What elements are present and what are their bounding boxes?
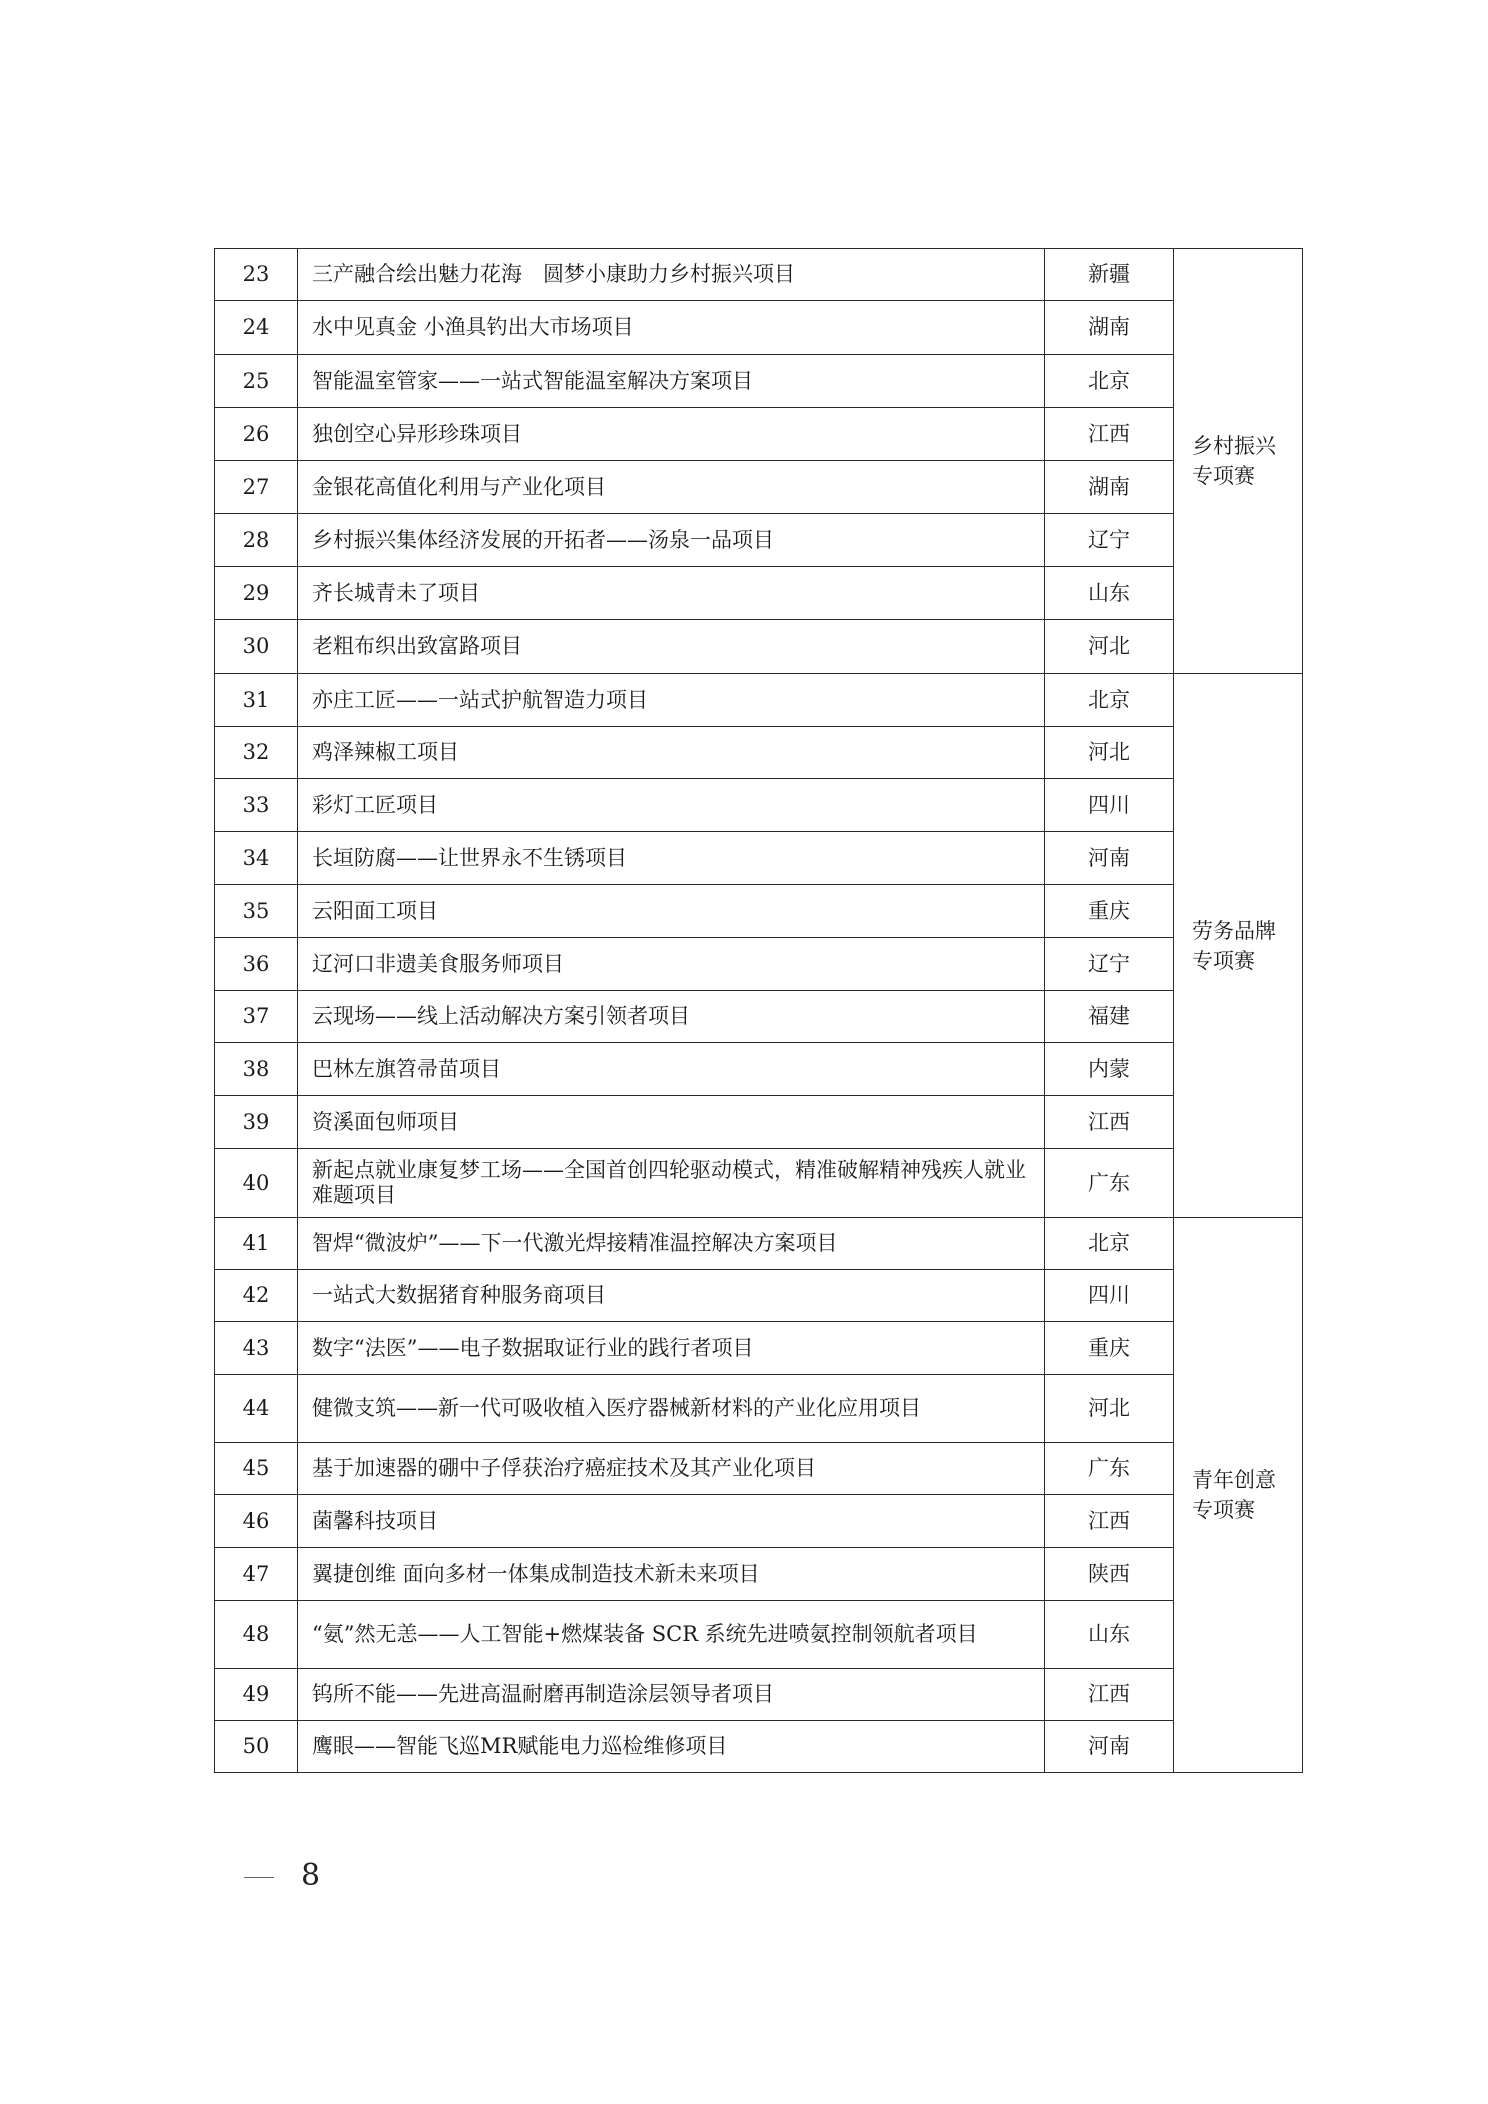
row-number: 24 [215, 301, 298, 355]
row-number: 37 [215, 991, 298, 1043]
row-number: 32 [215, 727, 298, 779]
project-name: 长垣防腐——让世界永不生锈项目 [298, 832, 1045, 885]
row-number: 49 [215, 1669, 298, 1721]
table-row [215, 567, 1303, 620]
table-row [215, 991, 1303, 1043]
table-row [215, 408, 1303, 461]
project-name: 水中见真金 小渔具钓出大市场项目 [298, 301, 1045, 355]
table-row [215, 832, 1303, 885]
footer-dash [244, 1877, 274, 1878]
province: 新疆 [1045, 249, 1174, 301]
row-number: 41 [215, 1218, 298, 1270]
province: 河北 [1045, 727, 1174, 779]
category-cell [1174, 249, 1303, 674]
table-row [215, 674, 1303, 727]
table-row [215, 779, 1303, 832]
project-name: “氨”然无恙——人工智能+燃煤装备 SCR 系统先进喷氨控制领航者项目 [298, 1601, 1045, 1669]
table-row [215, 885, 1303, 938]
category-line-1: 青年创意 [1192, 1468, 1276, 1492]
project-name: 新起点就业康复梦工场——全国首创四轮驱动模式，精准破解精神残疾人就业难题项目 [298, 1149, 1045, 1218]
row-number: 38 [215, 1043, 298, 1096]
project-name: 基于加速器的硼中子俘获治疗癌症技术及其产业化项目 [298, 1443, 1045, 1495]
table-row [215, 620, 1303, 674]
table-row [215, 514, 1303, 567]
table-row [215, 938, 1303, 991]
province: 江西 [1045, 408, 1174, 461]
province: 江西 [1045, 1096, 1174, 1149]
province: 湖南 [1045, 461, 1174, 514]
province: 河北 [1045, 1375, 1174, 1443]
province: 福建 [1045, 991, 1174, 1043]
table-row [215, 1721, 1303, 1773]
project-name: 三产融合绘出魅力花海 圆梦小康助力乡村振兴项目 [298, 249, 1045, 301]
category-line-1: 劳务品牌 [1192, 918, 1276, 943]
row-number: 50 [215, 1721, 298, 1773]
province: 辽宁 [1045, 514, 1174, 567]
table-row [215, 1443, 1303, 1495]
category-line-2: 专项赛 [1192, 464, 1255, 488]
table-row [215, 1096, 1303, 1149]
row-number: 27 [215, 461, 298, 514]
table-row [215, 461, 1303, 514]
project-name: 智能温室管家——一站式智能温室解决方案项目 [298, 355, 1045, 408]
project-name: 智焊“微波炉”——下一代激光焊接精准温控解决方案项目 [298, 1218, 1045, 1270]
row-number: 25 [215, 355, 298, 408]
row-number: 29 [215, 567, 298, 620]
project-name: 钨所不能——先进高温耐磨再制造涂层领导者项目 [298, 1669, 1045, 1721]
province: 山东 [1045, 567, 1174, 620]
project-name: 金银花高值化利用与产业化项目 [298, 461, 1045, 514]
row-number: 46 [215, 1495, 298, 1548]
row-number: 42 [215, 1270, 298, 1322]
row-number: 47 [215, 1548, 298, 1601]
row-number: 43 [215, 1322, 298, 1375]
table-row [215, 727, 1303, 779]
project-name: 鸡泽辣椒工项目 [298, 727, 1045, 779]
project-name: 辽河口非遗美食服务师项目 [298, 938, 1045, 991]
page-number: 8 [301, 1858, 321, 1893]
project-name: 彩灯工匠项目 [298, 779, 1045, 832]
province: 河南 [1045, 1721, 1174, 1773]
table-body [215, 249, 1303, 1773]
row-number: 30 [215, 620, 298, 674]
table-row [215, 1548, 1303, 1601]
province: 辽宁 [1045, 938, 1174, 991]
project-name: 资溪面包师项目 [298, 1096, 1045, 1149]
province: 北京 [1045, 674, 1174, 727]
project-name: 数字“法医”——电子数据取证行业的践行者项目 [298, 1322, 1045, 1375]
row-number: 31 [215, 674, 298, 727]
province: 重庆 [1045, 1322, 1174, 1375]
row-number: 34 [215, 832, 298, 885]
project-name: 翼捷创维 面向多材一体集成制造技术新未来项目 [298, 1548, 1045, 1601]
project-list-table [214, 248, 1303, 1773]
row-number: 35 [215, 885, 298, 938]
table-row [215, 1218, 1303, 1270]
table-row [215, 249, 1303, 301]
project-name: 云阳面工项目 [298, 885, 1045, 938]
table-row [215, 1669, 1303, 1721]
province: 重庆 [1045, 885, 1174, 938]
row-number: 40 [215, 1149, 298, 1218]
row-number: 26 [215, 408, 298, 461]
province: 江西 [1045, 1495, 1174, 1548]
province: 山东 [1045, 1601, 1174, 1669]
project-name: 云现场——线上活动解决方案引领者项目 [298, 991, 1045, 1043]
project-name: 健微支筑——新一代可吸收植入医疗器械新材料的产业化应用项目 [298, 1375, 1045, 1443]
province: 内蒙 [1045, 1043, 1174, 1096]
row-number: 45 [215, 1443, 298, 1495]
row-number: 36 [215, 938, 298, 991]
row-number: 23 [215, 249, 298, 301]
project-name: 一站式大数据猪育种服务商项目 [298, 1270, 1045, 1322]
table-row [215, 1270, 1303, 1322]
province: 四川 [1045, 1270, 1174, 1322]
project-name: 独创空心异形珍珠项目 [298, 408, 1045, 461]
table-row [215, 355, 1303, 408]
project-name: 鹰眼——智能飞巡MR赋能电力巡检维修项目 [298, 1721, 1045, 1773]
province: 广东 [1045, 1443, 1174, 1495]
table-row [215, 1043, 1303, 1096]
row-number: 28 [215, 514, 298, 567]
province: 河南 [1045, 832, 1174, 885]
project-name: 乡村振兴集体经济发展的开拓者——汤泉一品项目 [298, 514, 1045, 567]
province: 陕西 [1045, 1548, 1174, 1601]
province: 北京 [1045, 355, 1174, 408]
project-name: 齐长城青未了项目 [298, 567, 1045, 620]
project-name: 菌馨科技项目 [298, 1495, 1045, 1548]
row-number: 48 [215, 1601, 298, 1669]
project-name: 亦庄工匠——一站式护航智造力项目 [298, 674, 1045, 727]
table-row [215, 301, 1303, 355]
table-row [215, 1375, 1303, 1443]
category-cell [1174, 674, 1303, 1218]
province: 北京 [1045, 1218, 1174, 1270]
category-line-2: 专项赛 [1192, 948, 1255, 973]
category-cell [1174, 1218, 1303, 1773]
row-number: 39 [215, 1096, 298, 1149]
row-number: 44 [215, 1375, 298, 1443]
table-row [215, 1601, 1303, 1669]
table-row [215, 1495, 1303, 1548]
project-name: 巴林左旗笤帚苗项目 [298, 1043, 1045, 1096]
table-row [215, 1322, 1303, 1375]
category-line-2: 专项赛 [1192, 1498, 1255, 1522]
project-name: 老粗布织出致富路项目 [298, 620, 1045, 674]
row-number: 33 [215, 779, 298, 832]
province: 广东 [1045, 1149, 1174, 1218]
table-row [215, 1149, 1303, 1218]
province: 江西 [1045, 1669, 1174, 1721]
province: 河北 [1045, 620, 1174, 674]
province: 湖南 [1045, 301, 1174, 355]
province: 四川 [1045, 779, 1174, 832]
category-line-1: 乡村振兴 [1192, 434, 1276, 458]
